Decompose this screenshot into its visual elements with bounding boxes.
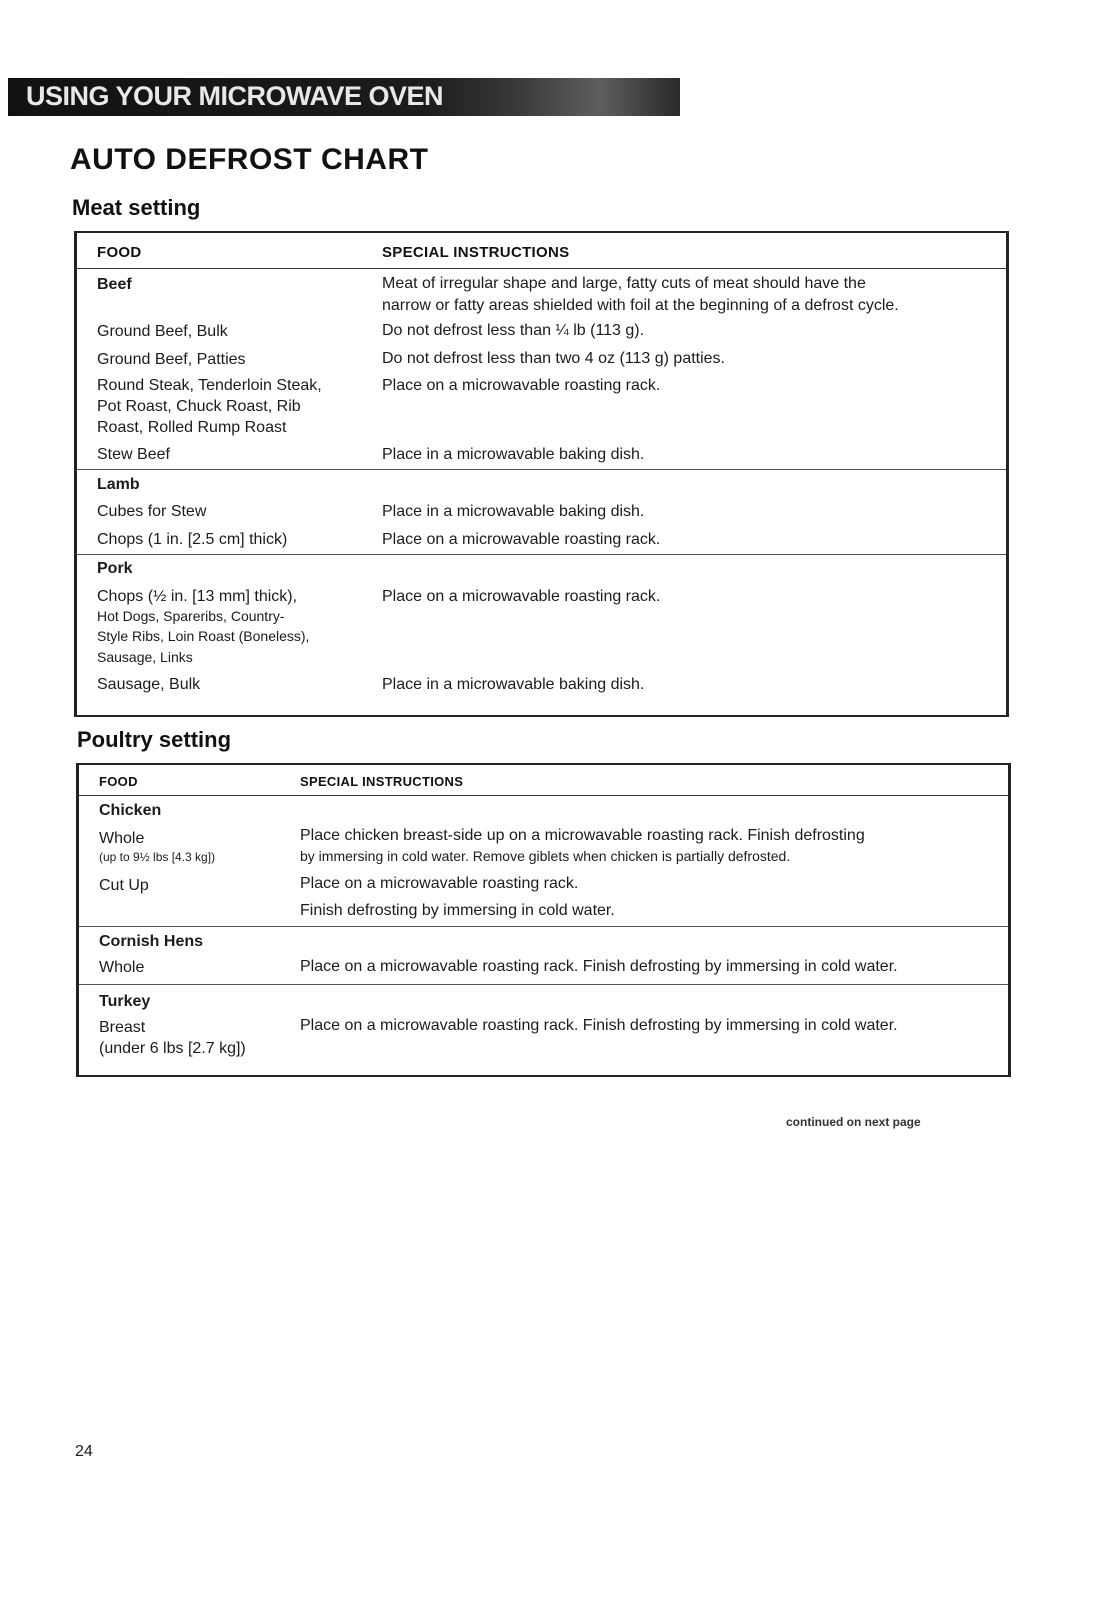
pork-chops-note: Place on a microwavable roasting rack. (382, 588, 661, 605)
section-banner-text: USING YOUR MICROWAVE OVEN (26, 81, 444, 111)
poultry-table (76, 763, 1011, 1077)
turkey-breast: Breast (99, 1019, 146, 1036)
poultry-col-instructions: SPECIAL INSTRUCTIONS (300, 774, 464, 789)
chicken-whole-weight: (up to 9½ lbs [4.3 kg]) (99, 850, 216, 864)
page-number: 24 (75, 1443, 93, 1460)
cornish-turkey-divider (79, 984, 1008, 985)
lamb-category: Lamb (97, 476, 140, 493)
round-steak-line-1: Round Steak, Tenderloin Steak, (97, 377, 322, 394)
pork-chops-line-2: Hot Dogs, Spareribs, Country- (97, 608, 285, 624)
chicken-whole-note-line-1: Place chicken breast-side up on a microwavable roasting rack. Finish defrosting (300, 827, 865, 844)
chicken-cut-up-note-line-2: Finish defrosting by immersing in cold water. (300, 902, 615, 919)
round-steak-note: Place on a microwavable roasting rack. (382, 377, 661, 394)
pork-chops-line-4: Sausage, Links (97, 649, 193, 665)
page-title: AUTO DEFROST CHART (70, 143, 429, 176)
stew-beef: Stew Beef (97, 446, 170, 463)
lamb-pork-divider (77, 554, 1006, 555)
ground-beef-bulk: Ground Beef, Bulk (97, 323, 228, 340)
ground-beef-patties: Ground Beef, Patties (97, 351, 246, 368)
beef-category: Beef (97, 276, 132, 293)
lamb-chops-note: Place on a microwavable roasting rack. (382, 531, 661, 548)
sausage-bulk: Sausage, Bulk (97, 676, 201, 693)
chicken-whole-note-line-2: by immersing in cold water. Remove giblets when chicken is partially defrosted. (300, 848, 791, 864)
ground-beef-patties-note: Do not defrost less than two 4 oz (113 g) patties. (382, 350, 725, 367)
ground-beef-bulk-note: Do not defrost less than ¼ lb (113 g). (382, 322, 645, 339)
pork-chops-line-3: Style Ribs, Loin Roast (Boneless), (97, 628, 310, 644)
pork-category: Pork (97, 560, 133, 577)
meat-setting-heading: Meat setting (72, 195, 201, 220)
chicken-cut-up: Cut Up (99, 877, 149, 894)
section-banner (8, 78, 680, 116)
lamb-cubes-note: Place in a microwavable baking dish. (382, 503, 645, 520)
beef-lamb-divider (77, 469, 1006, 470)
stew-beef-note: Place in a microwavable baking dish. (382, 446, 645, 463)
chicken-category: Chicken (99, 802, 162, 819)
beef-intro-line-2: narrow or fatty areas shielded with foil at the beginning of a defrost cycle. (382, 297, 899, 314)
round-steak-line-2: Pot Roast, Chuck Roast, Rib (97, 398, 301, 415)
sausage-bulk-note: Place in a microwavable baking dish. (382, 676, 645, 693)
poultry-header-rule (79, 795, 1008, 796)
pork-chops-line-1: Chops (½ in. [13 mm] thick), (97, 588, 298, 605)
meat-header-rule (77, 268, 1006, 269)
poultry-col-food: FOOD (99, 774, 138, 789)
poultry-setting-heading: Poultry setting (77, 727, 232, 752)
lamb-chops: Chops (1 in. [2.5 cm] thick) (97, 531, 288, 548)
cornish-hens-category: Cornish Hens (99, 933, 204, 950)
continued-note: continued on next page (786, 1115, 921, 1129)
meat-table (74, 231, 1009, 717)
beef-intro-line-1: Meat of irregular shape and large, fatty cuts of meat should have the (382, 275, 866, 292)
round-steak-line-3: Roast, Rolled Rump Roast (97, 419, 287, 436)
chicken-whole: Whole (99, 830, 145, 847)
cornish-hens-whole-note: Place on a microwavable roasting rack. Finish defrosting by immersing in cold water. (300, 958, 898, 975)
lamb-cubes: Cubes for Stew (97, 503, 207, 520)
cornish-hens-whole: Whole (99, 959, 145, 976)
meat-col-instructions: SPECIAL INSTRUCTIONS (382, 244, 570, 261)
meat-col-food: FOOD (97, 244, 142, 261)
chicken-cornish-divider (79, 926, 1008, 927)
turkey-breast-weight: (under 6 lbs [2.7 kg]) (99, 1040, 246, 1057)
chicken-cut-up-note-line-1: Place on a microwavable roasting rack. (300, 875, 579, 892)
turkey-breast-note: Place on a microwavable roasting rack. Finish defrosting by immersing in cold water. (300, 1017, 898, 1034)
turkey-category: Turkey (99, 993, 151, 1010)
